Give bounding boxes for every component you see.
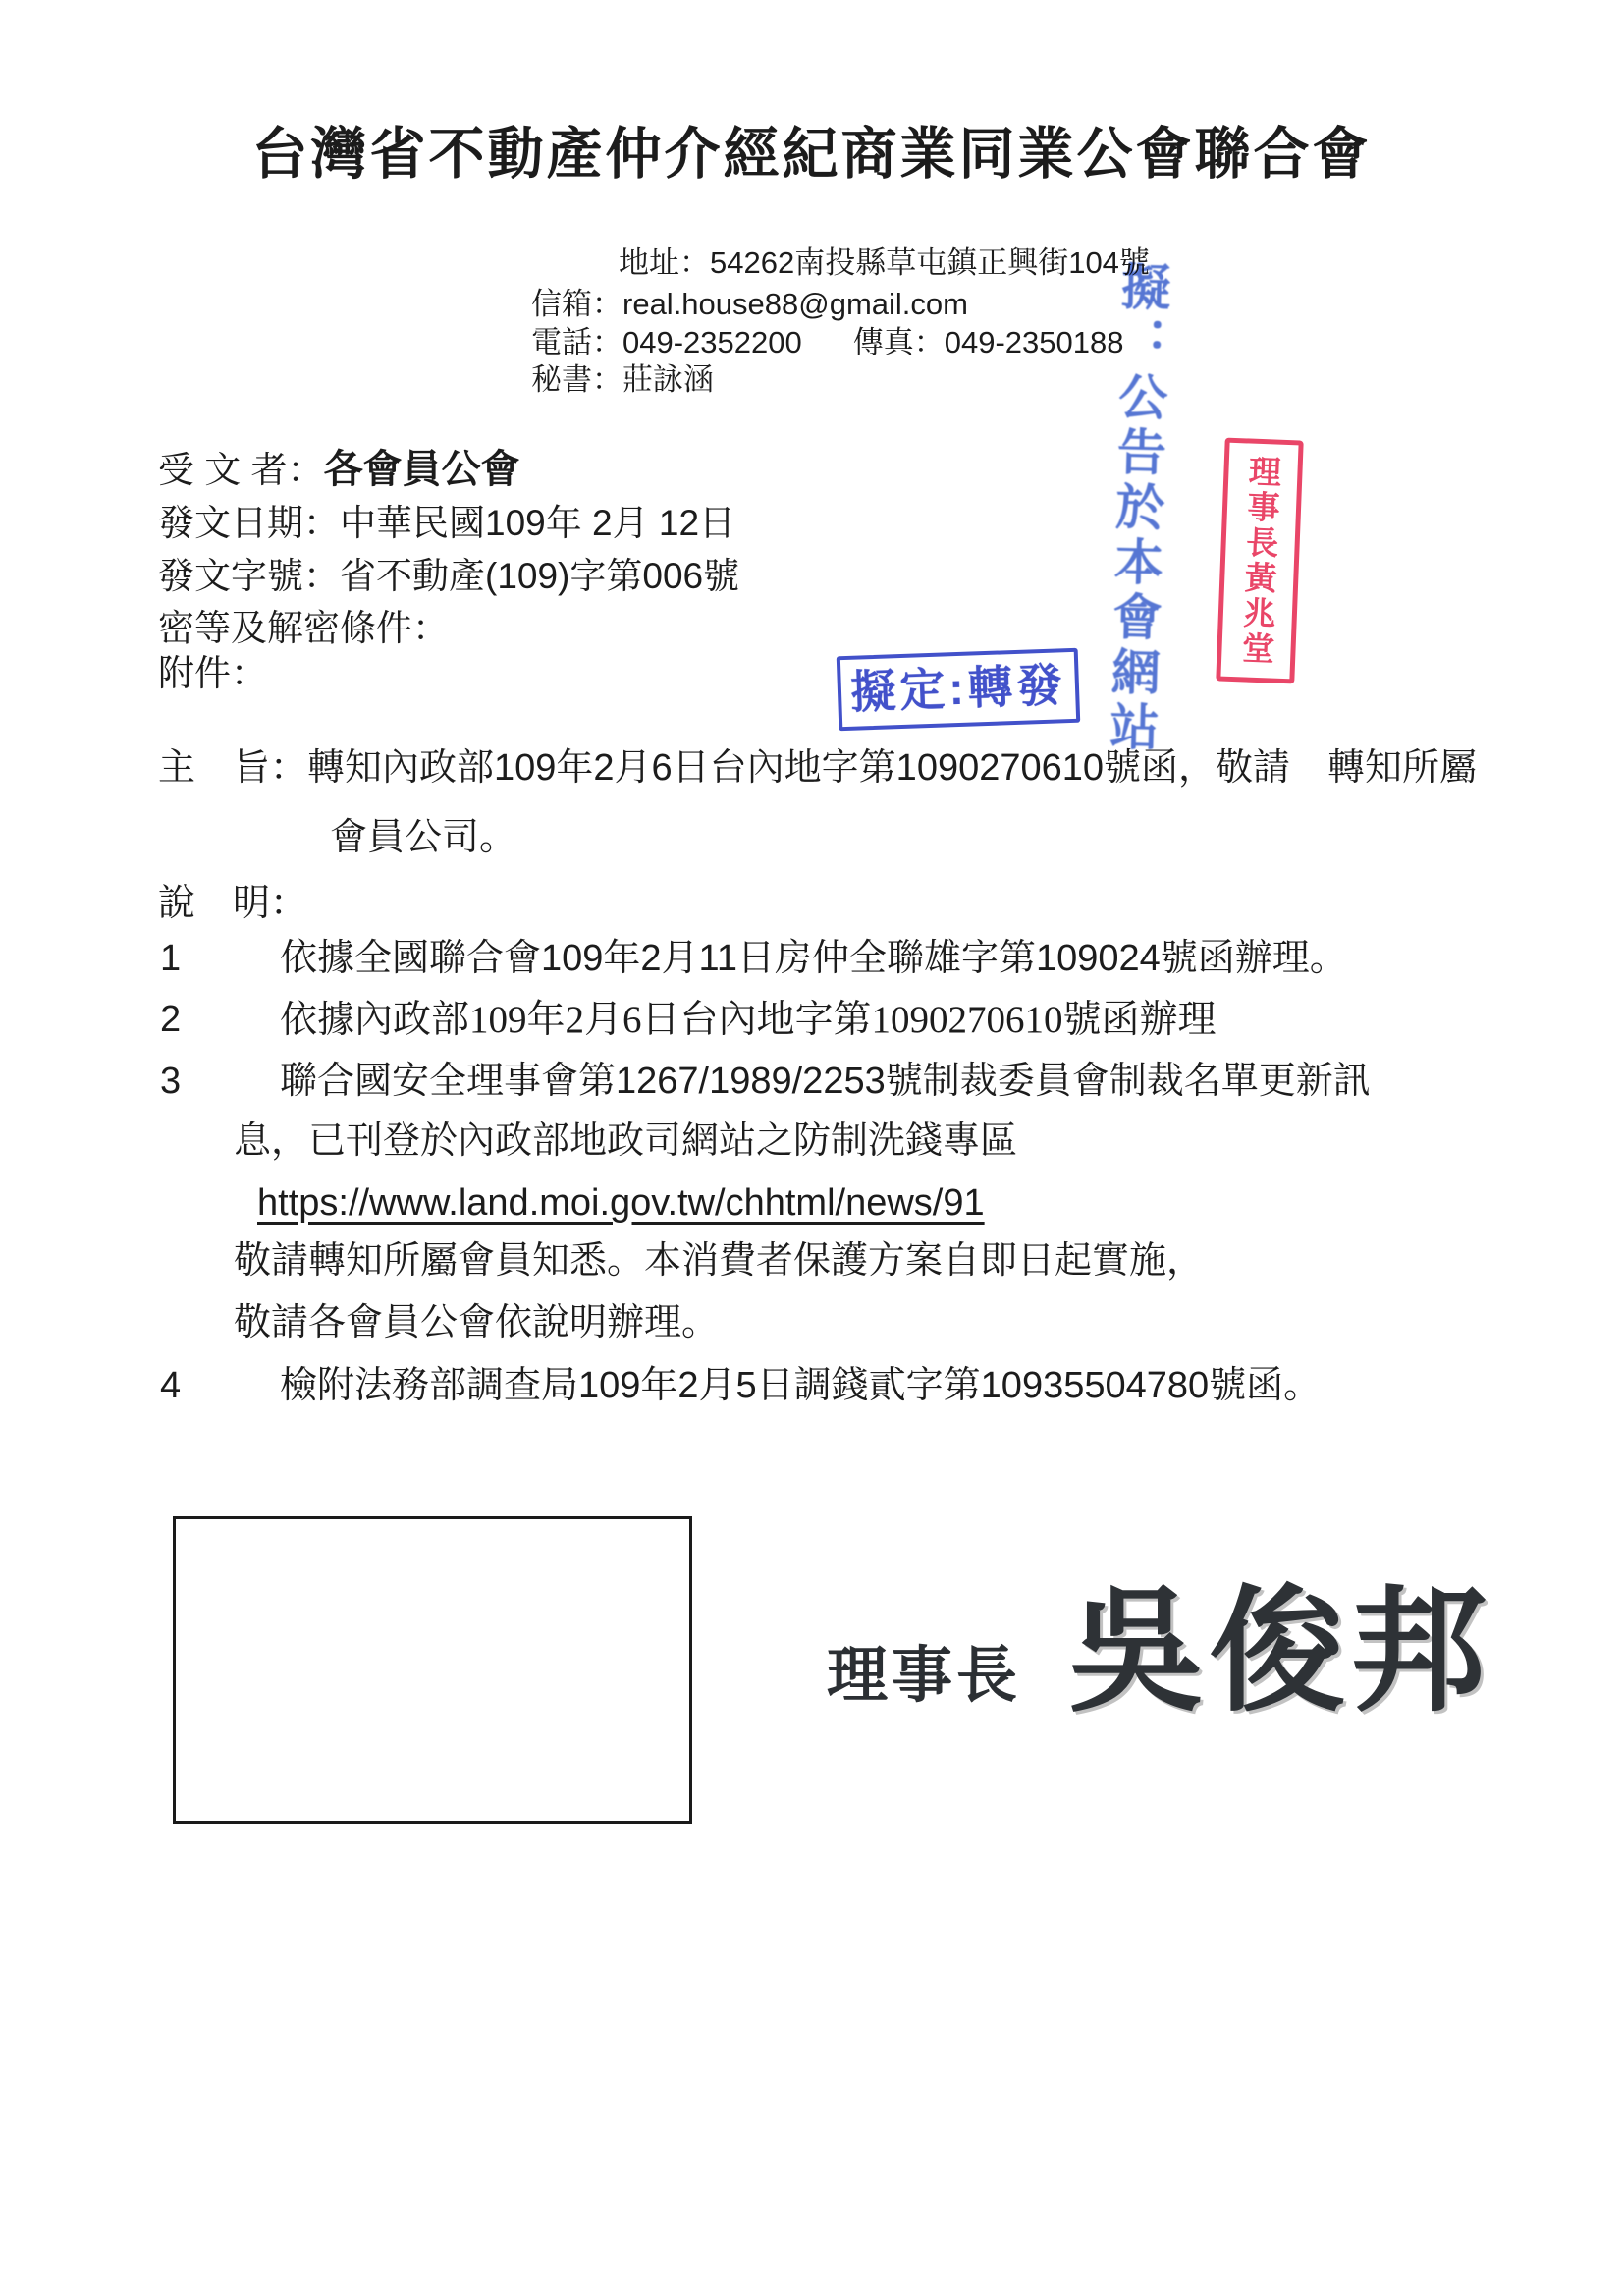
recipient-label: 受 文 者：: [158, 450, 324, 490]
org-phone-label: 電話：: [531, 325, 622, 359]
ref-number-row: [158, 554, 739, 599]
item-4-text: 檢附法務部調查局109年2月5日調錢貳字第10935504780號函。: [280, 1365, 1322, 1406]
item-3-line-2: 息，已刊登於內政部地政司網站之防制洗錢專區: [234, 1121, 1018, 1162]
subject-label: 主 旨：: [158, 747, 308, 789]
org-fax-value: 049-2350188: [944, 325, 1124, 359]
subject-line-2: 會員公司。: [330, 817, 517, 858]
security-label: 密等及解密條件：: [158, 608, 449, 648]
item-3-line-4: 敬請轉知所屬會員知悉。本消費者保護方案自即日起實施，: [234, 1240, 1205, 1282]
org-email-value: real.house88@gmail.com: [622, 287, 968, 321]
attachment-label: 附件：: [158, 653, 267, 693]
item-3-line-1: 聯合國安全理事會第1267/1989/2253號制裁委員會制裁名單更新訊: [280, 1061, 1371, 1102]
ref-number-label: 發文字號：: [158, 556, 340, 596]
item-3-line-5: 敬請各會員公會依說明辦理。: [234, 1302, 720, 1343]
ref-number-value: 省不動產(109)字第006號: [340, 556, 740, 596]
item-2-number: 2: [160, 999, 182, 1040]
issue-date-label: 發文日期：: [158, 503, 340, 543]
item-3-url-line: [257, 1180, 985, 1228]
item-2-text: [280, 997, 1217, 1045]
org-address-value: 54262南投縣草屯鎮正興街104號: [710, 246, 1150, 280]
security-row: [158, 606, 449, 651]
org-phone-value: 049-2352200: [622, 325, 802, 359]
approval-stamp: [837, 648, 1081, 732]
org-email: [531, 286, 968, 324]
issue-date-value: 中華民國109年 2月 12日: [340, 503, 736, 543]
item-4-number: 4: [160, 1365, 182, 1406]
org-secretary-value: 莊詠涵: [622, 362, 714, 397]
item-3-number: 3: [160, 1061, 182, 1102]
recipient-value: 各會員公會: [323, 448, 520, 491]
recipient-row: [158, 445, 520, 494]
approval-stamp-text: 擬定:轉發: [849, 659, 1067, 719]
chairman-title: 理事長: [827, 1642, 1022, 1710]
item-2-prefix: 依據: [280, 1000, 355, 1041]
empty-seal-box: [173, 1516, 692, 1824]
org-fax-label: 傳真：: [852, 325, 945, 359]
sanctions-url-link[interactable]: https://www.land.moi.gov.tw/chhtml/news/91: [257, 1182, 985, 1224]
issue-date-row: [158, 501, 735, 546]
page-title: 台灣省不動產仲介經紀商業同業公會聯合會: [251, 123, 1372, 186]
org-secretary: [531, 361, 714, 400]
org-phone-fax: [531, 324, 1123, 362]
org-address-label: 地址：: [619, 246, 710, 280]
org-secretary-label: 秘書：: [531, 362, 622, 397]
chairman-red-seal: [1216, 438, 1303, 684]
explanation-heading: 說 明：: [158, 883, 308, 924]
subject-line-1: [158, 745, 1477, 793]
item-1-text: 依據全國聯合會109年2月11日房仲全聯雄字第109024號函辦理。: [280, 938, 1347, 979]
attachment-row: [158, 651, 267, 696]
draft-note-stamp: 擬：公告於本會網站: [1102, 260, 1170, 757]
subject-text-1: 轉知內政部109年2月6日台內地字第1090270610號函，敬請 轉知所屬: [307, 747, 1478, 789]
chairman-name: 吳俊邦: [1068, 1576, 1493, 1727]
org-email-label: 信箱：: [531, 287, 622, 321]
org-address: [619, 245, 1150, 283]
item-1-number: 1: [160, 938, 182, 979]
item-2-serif-text: 內政部109年2月6日台內地字第1090270610號函辦理: [354, 999, 1217, 1041]
chairman-red-seal-text: 理事長黃兆堂: [1237, 454, 1282, 668]
